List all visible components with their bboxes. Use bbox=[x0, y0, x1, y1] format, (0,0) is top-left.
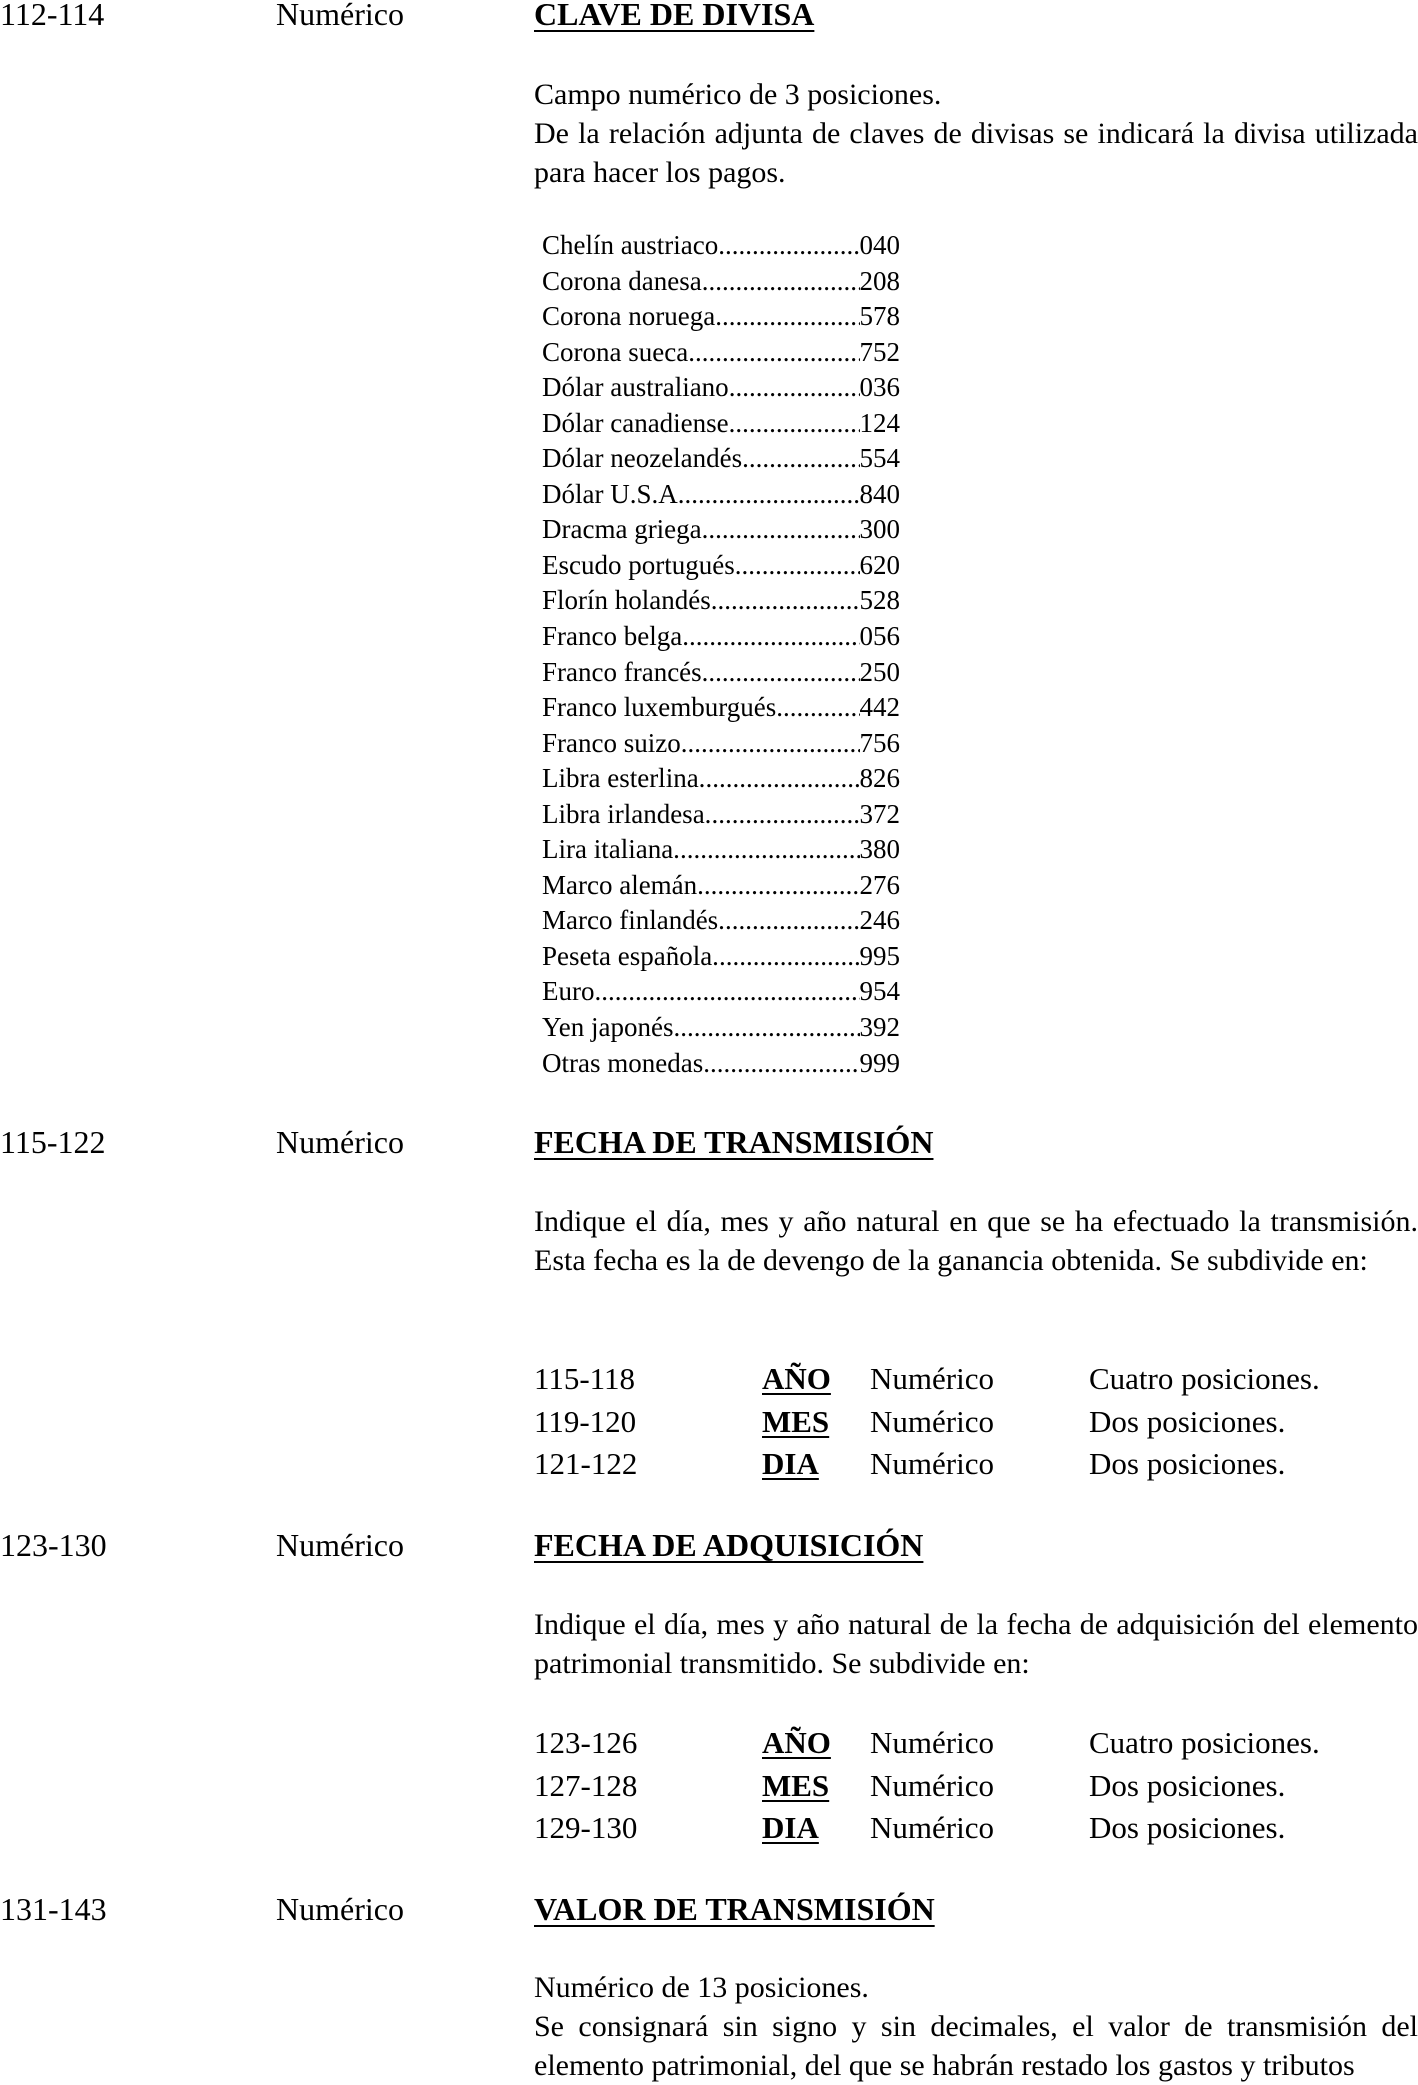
dot-leader bbox=[689, 619, 860, 655]
dot-leader bbox=[688, 335, 859, 371]
currency-code: 999 bbox=[859, 1047, 900, 1078]
field-description bbox=[534, 1968, 1418, 2085]
section-heading: FECHA DE TRANSMISIÓN bbox=[534, 1124, 934, 1160]
subfield-type: Numérico bbox=[870, 1446, 994, 1481]
dot-leader bbox=[704, 868, 860, 904]
currency-code: 036 bbox=[859, 372, 900, 403]
dot-leader bbox=[776, 690, 859, 726]
dot-leader bbox=[729, 370, 860, 406]
currency-name: Yen japonés. bbox=[542, 1012, 681, 1043]
dot-leader bbox=[718, 583, 860, 619]
subfield-type: Numérico bbox=[870, 1403, 994, 1439]
currency-name: Franco francés. bbox=[542, 656, 709, 687]
subfield-label: MES bbox=[762, 1767, 830, 1803]
currency-name: Chelín austriaco bbox=[542, 230, 719, 260]
currency-code: 056 bbox=[859, 621, 900, 652]
subfield-label: DIA bbox=[762, 1810, 819, 1845]
currency-code: 578 bbox=[859, 301, 900, 332]
currency-name: Euro. bbox=[542, 976, 602, 1007]
subfield-range: 119-120 bbox=[534, 1403, 637, 1439]
currency-name: Florín holandés. bbox=[542, 585, 718, 616]
currency-row bbox=[542, 726, 900, 762]
currency-name: Corona noruega bbox=[542, 301, 716, 332]
subfield-desc: Dos posiciones. bbox=[1089, 1446, 1286, 1481]
subfield-desc: Dos posiciones. bbox=[1089, 1810, 1286, 1845]
subfield-label: MES bbox=[762, 1403, 830, 1439]
currency-name: Lira italiana. bbox=[542, 834, 680, 865]
currency-row bbox=[542, 619, 900, 655]
currency-code: 554 bbox=[859, 443, 900, 474]
currency-row bbox=[542, 761, 900, 797]
subfield-row bbox=[534, 1807, 1418, 1850]
subfield-row bbox=[534, 1443, 1418, 1486]
currency-code: 300 bbox=[859, 514, 900, 545]
field-description bbox=[534, 75, 1418, 192]
currency-row bbox=[542, 299, 900, 335]
subfield-range: 127-128 bbox=[534, 1767, 638, 1803]
subfield-desc: Dos posiciones. bbox=[1089, 1767, 1286, 1803]
currency-code: 124 bbox=[859, 407, 900, 438]
dot-leader bbox=[708, 655, 859, 691]
currency-code: 442 bbox=[859, 692, 900, 723]
currency-row bbox=[542, 370, 900, 406]
dot-leader bbox=[725, 903, 860, 939]
currency-code: 250 bbox=[859, 656, 900, 687]
currency-code: 840 bbox=[859, 478, 900, 509]
currency-row bbox=[542, 868, 900, 904]
subfield-table bbox=[534, 1358, 1418, 1486]
currency-row bbox=[542, 939, 900, 975]
currency-name: Peseta española. bbox=[542, 940, 719, 971]
currency-name: Dólar canadiense bbox=[542, 407, 729, 438]
currency-code: 752 bbox=[859, 336, 900, 367]
dot-leader bbox=[710, 1046, 860, 1082]
currency-code: 372 bbox=[859, 798, 900, 829]
dot-leader bbox=[685, 477, 860, 513]
dot-leader bbox=[681, 726, 860, 762]
currency-name: Corona sueca bbox=[542, 336, 689, 367]
currency-row bbox=[542, 690, 900, 726]
field-description: Indique el día, mes y año natural de la fecha de adquisición del elemento patrimonial transmitido. Se subdivide en: bbox=[534, 1608, 1418, 1680]
currency-row bbox=[542, 512, 900, 548]
dot-leader bbox=[741, 548, 859, 584]
currency-name: Escudo portugués. bbox=[542, 549, 742, 580]
dot-leader bbox=[719, 939, 860, 975]
currency-code: 208 bbox=[859, 265, 900, 296]
paragraph: Numérico de 13 posiciones. bbox=[534, 1971, 869, 2004]
subfield-row bbox=[534, 1401, 1418, 1444]
paragraph: Campo numérico de 3 posiciones. bbox=[534, 78, 942, 111]
currency-name: Libra irlandesa. bbox=[542, 798, 712, 829]
currency-code: 826 bbox=[859, 763, 900, 794]
dot-leader bbox=[705, 761, 859, 797]
section-heading: FECHA DE ADQUISICIÓN bbox=[534, 1527, 924, 1563]
currency-code: 620 bbox=[859, 549, 900, 580]
currency-name: Dracma griega. bbox=[542, 514, 709, 545]
paragraph: Se consignará sin signo y sin decimales, el valor de transmisión del elemento patrimonial, del que se habrán restado los gastos y tributos bbox=[534, 2010, 1418, 2082]
field-range: 112-114 bbox=[0, 0, 105, 32]
currency-name: Franco suizo bbox=[542, 727, 681, 758]
subfield-label: AÑO bbox=[762, 1725, 831, 1760]
currency-name: Franco luxemburgués bbox=[542, 692, 777, 723]
currency-row bbox=[542, 583, 900, 619]
dot-leader bbox=[708, 512, 859, 548]
dot-leader bbox=[715, 299, 859, 335]
subfield-label: DIA bbox=[762, 1446, 819, 1481]
currency-code: 276 bbox=[859, 869, 900, 900]
section-heading: CLAVE DE DIVISA bbox=[534, 0, 815, 32]
currency-name: Marco alemán. bbox=[542, 869, 704, 900]
currency-code: 246 bbox=[859, 905, 900, 936]
currency-row bbox=[542, 797, 900, 833]
currency-name: Dólar U.S.A. bbox=[542, 478, 685, 509]
currency-row bbox=[542, 1046, 900, 1082]
currency-name: Corona danesa bbox=[542, 265, 702, 296]
currency-name: Libra esterlina. bbox=[542, 763, 706, 794]
section-heading: VALOR DE TRANSMISIÓN bbox=[534, 1891, 935, 1927]
field-type: Numérico bbox=[276, 1891, 404, 1927]
dot-leader bbox=[729, 406, 860, 442]
subfield-type: Numérico bbox=[870, 1767, 994, 1803]
currency-row bbox=[542, 477, 900, 513]
dot-leader bbox=[742, 441, 859, 477]
subfield-table bbox=[534, 1722, 1418, 1850]
currency-row bbox=[542, 832, 900, 868]
field-type: Numérico bbox=[276, 0, 404, 32]
currency-row bbox=[542, 264, 900, 300]
currency-name: Marco finlandés. bbox=[542, 905, 725, 936]
field-description: Indique el día, mes y año natural en que se ha efectuado la transmisión. Esta fecha es la de devengo de la ganancia obtenida. Se subdivide en: bbox=[534, 1205, 1418, 1277]
subfield-type: Numérico bbox=[870, 1810, 994, 1845]
subfield-row bbox=[534, 1358, 1418, 1401]
currency-code: 954 bbox=[859, 976, 900, 1007]
subfield-desc: Cuatro posiciones. bbox=[1089, 1361, 1320, 1396]
currency-code: 528 bbox=[859, 585, 900, 616]
subfield-type: Numérico bbox=[870, 1361, 994, 1396]
dot-leader bbox=[702, 264, 860, 300]
dot-leader bbox=[680, 1010, 859, 1046]
subfield-range: 121-122 bbox=[534, 1446, 638, 1481]
field-range: 115-122 bbox=[0, 1124, 106, 1160]
currency-row bbox=[542, 548, 900, 584]
currency-row bbox=[542, 441, 900, 477]
currency-row bbox=[542, 1010, 900, 1046]
currency-row bbox=[542, 974, 900, 1010]
field-range: 123-130 bbox=[0, 1527, 107, 1563]
subfield-desc: Dos posiciones. bbox=[1089, 1403, 1286, 1439]
paragraph: De la relación adjunta de claves de divisas se indicará la divisa utilizada para hacer los pagos. bbox=[534, 117, 1418, 189]
currency-code: 380 bbox=[859, 834, 900, 865]
currency-code: 756 bbox=[859, 727, 900, 758]
field-type: Numérico bbox=[276, 1124, 404, 1160]
dot-leader bbox=[718, 228, 859, 264]
currency-name: Dólar australiano bbox=[542, 372, 729, 403]
subfield-row bbox=[534, 1722, 1418, 1765]
subfield-type: Numérico bbox=[870, 1725, 994, 1760]
currency-row bbox=[542, 903, 900, 939]
currency-row bbox=[542, 335, 900, 371]
subfield-desc: Cuatro posiciones. bbox=[1089, 1725, 1320, 1760]
currency-code: 040 bbox=[859, 230, 900, 260]
currency-name: Otras monedas. bbox=[542, 1047, 710, 1078]
subfield-label: AÑO bbox=[762, 1361, 831, 1396]
currency-name: Dólar neozelandés bbox=[542, 443, 743, 474]
currency-row bbox=[542, 406, 900, 442]
subfield-range: 129-130 bbox=[534, 1810, 638, 1845]
currency-code-list bbox=[542, 228, 900, 1081]
field-type: Numérico bbox=[276, 1527, 404, 1563]
subfield-range: 115-118 bbox=[534, 1361, 636, 1396]
subfield-range: 123-126 bbox=[534, 1725, 638, 1760]
dot-leader bbox=[711, 797, 859, 833]
currency-code: 392 bbox=[859, 1012, 900, 1043]
subfield-row bbox=[534, 1765, 1418, 1808]
currency-row bbox=[542, 655, 900, 691]
currency-code: 995 bbox=[859, 940, 900, 971]
currency-row bbox=[542, 228, 900, 264]
dot-leader bbox=[680, 832, 860, 868]
field-range: 131-143 bbox=[0, 1891, 107, 1927]
dot-leader bbox=[601, 974, 859, 1010]
currency-name: Franco belga. bbox=[542, 621, 689, 652]
